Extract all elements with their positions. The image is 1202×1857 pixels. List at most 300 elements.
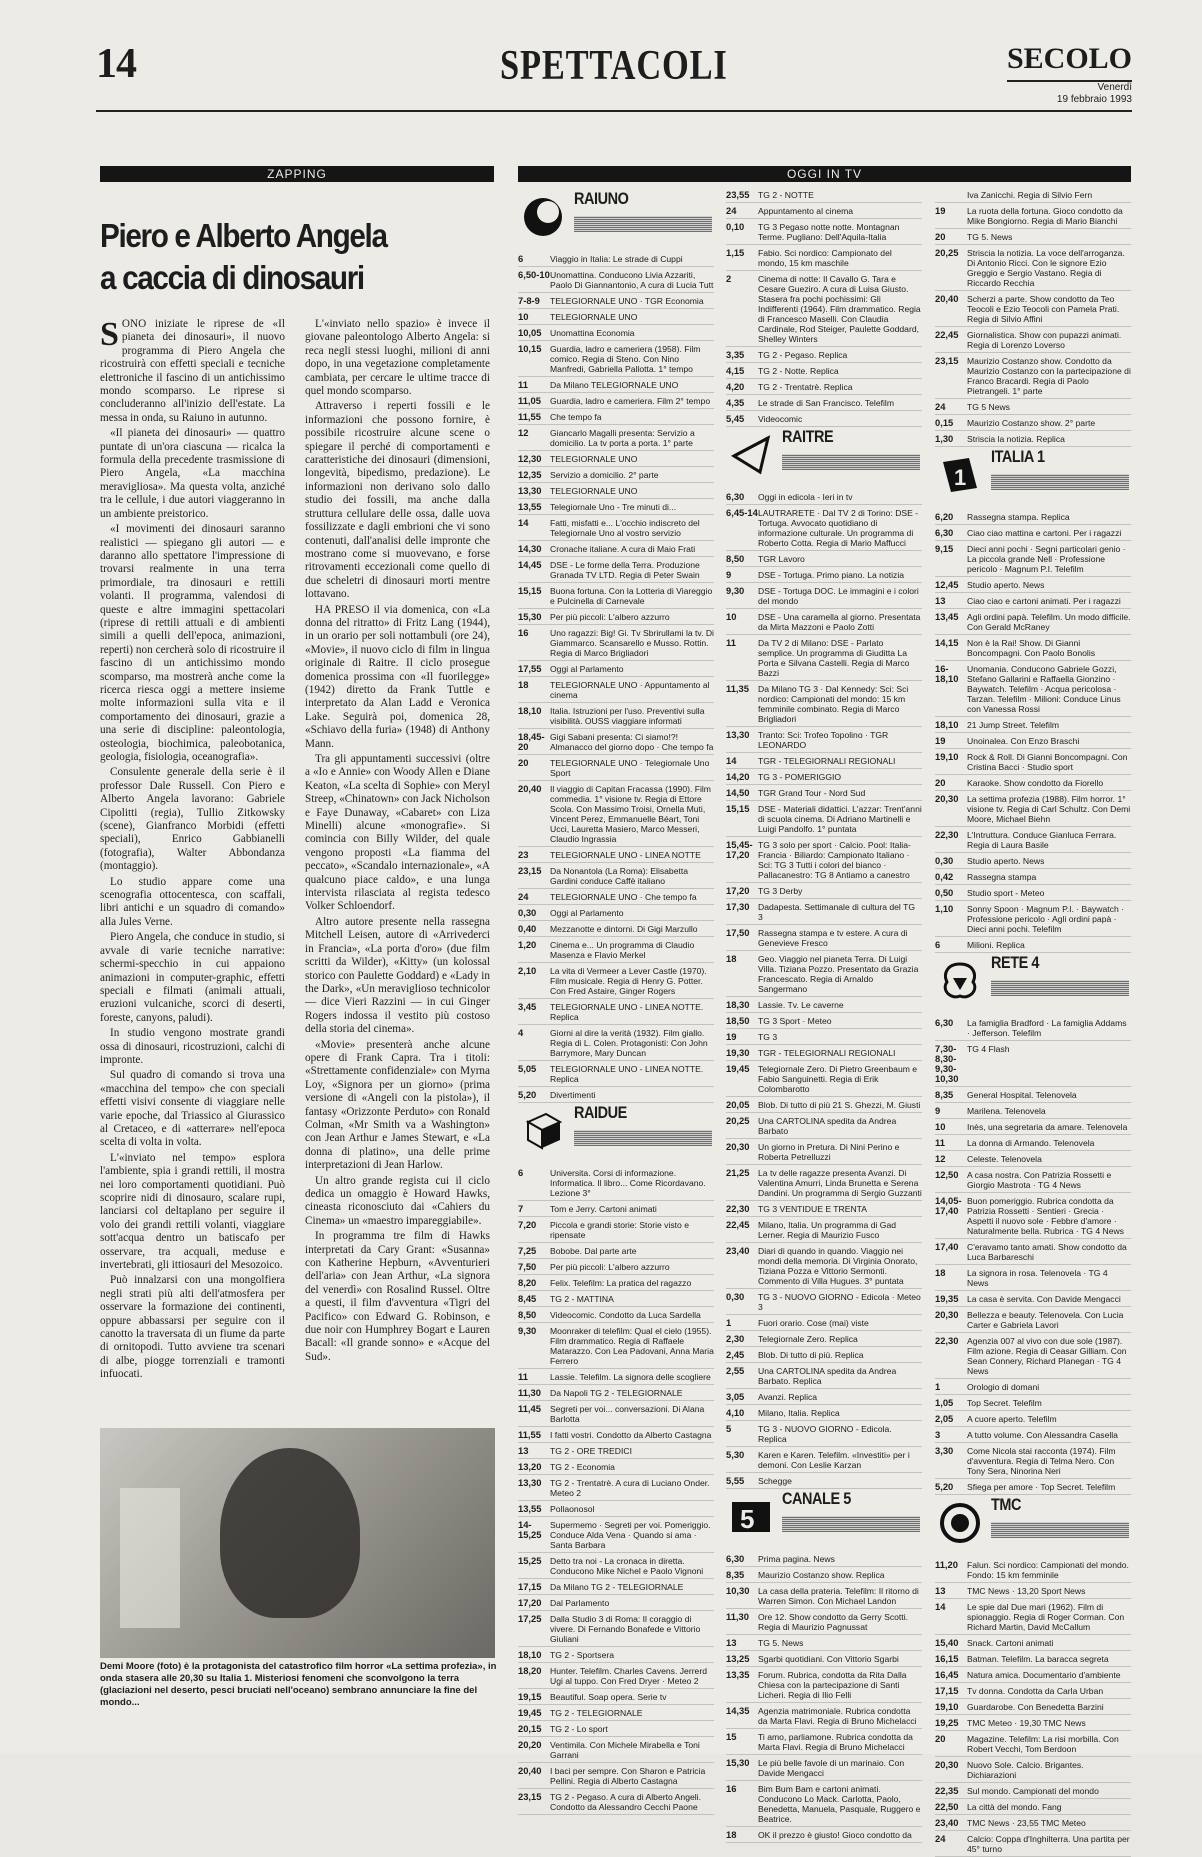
program-description: Celeste. Telenovela	[967, 1154, 1042, 1164]
program-description: Oggi al Parlamento	[550, 908, 624, 918]
program-description: TELEGIORNALE UNO - LINEA NOTTE. Replica	[550, 1002, 704, 1022]
program-description: Maurizio Costanzo show. Condotto da Maurizio Costanzo con la partecipazione di Franco Bracardi. Regia di Paolo Pietrangeli. 1° parte	[967, 356, 1131, 396]
program-time: 19,25	[935, 1717, 959, 1728]
program-entry	[726, 350, 922, 363]
program-entry	[935, 856, 1131, 869]
program-time: 18	[518, 679, 529, 690]
program-description: Tranto: Sci: Trofeo Topolino · TGR LEONARDO	[758, 730, 889, 750]
channel-header	[935, 953, 1131, 1012]
demi-moore-photo	[100, 1428, 495, 1658]
program-entry	[935, 794, 1131, 827]
program-description: La ruota della fortuna. Gioco condotto da Mike Bongiorno. Regia di Mario Bianchi	[967, 206, 1123, 226]
program-entry	[726, 1366, 922, 1389]
program-time: 1,05	[935, 1397, 954, 1408]
program-description: Milioni. Replica	[967, 940, 1025, 950]
program-description: DSE - Tortuga DOC. Le immagini e i colori del mondo	[758, 586, 919, 606]
program-time: 22,35	[935, 1785, 959, 1796]
program-time: 20,25	[726, 1115, 750, 1126]
program-time: 13,55	[518, 501, 542, 512]
channel-name: ITALIA 1	[991, 447, 1045, 466]
program-time: 6	[518, 253, 524, 264]
program-time: 0,30	[935, 855, 954, 866]
program-entry	[935, 596, 1131, 609]
program-entry	[935, 544, 1131, 577]
masthead-rule	[96, 110, 1132, 112]
article-paragraph: In studio vengono mostrate grandi ossa di dinosauri, ricostruzioni, calchi di impronte.	[100, 1027, 285, 1066]
program-description: TG 2 - Pegaso. Replica	[758, 350, 848, 360]
program-entry	[935, 434, 1131, 447]
program-entry	[726, 1570, 922, 1583]
program-description: Maurizio Costanzo show. Replica	[758, 1570, 885, 1580]
program-entry	[518, 1650, 714, 1663]
program-time: 3,05	[726, 1391, 745, 1402]
program-description: TMC News · 13,20 Sport News	[967, 1586, 1086, 1596]
program-description: Karaoke. Show condotto da Fiorello	[967, 778, 1104, 788]
program-time: 11	[726, 637, 736, 648]
tmc-logo-icon	[939, 1502, 981, 1544]
program-entry	[726, 1350, 922, 1363]
program-entry	[935, 402, 1131, 415]
article-headline	[100, 215, 460, 299]
program-time: 2,45	[726, 1349, 745, 1360]
program-entry	[518, 892, 714, 905]
program-time: 19,45	[518, 1707, 542, 1718]
program-entry	[518, 1520, 714, 1553]
program-entry	[726, 398, 922, 411]
program-time: 23,40	[726, 1245, 750, 1256]
program-entry	[935, 356, 1131, 399]
program-description: TG 2 - Lo sport	[550, 1724, 608, 1734]
program-entry	[726, 1830, 922, 1843]
program-description: TG 2 - Trentatrè. A cura di Luciano Onder. Meteo 2	[550, 1478, 710, 1498]
program-time: 6	[935, 939, 941, 950]
program-description: Bim Bum Bam e cartoni animati. Conducono Lo Mack. Carlotta, Paolo, Benedetta, Manuela, Pasquale, Ruggero e Beatrice.	[758, 1784, 921, 1824]
program-description: TG 2 - Notte. Replica	[758, 366, 839, 376]
program-entry	[518, 454, 714, 467]
program-time: 20,40	[518, 1765, 542, 1776]
article-paragraph: L'«inviato nello spazio» è invece il giovane paleontologo Alberto Angela: si reca negli stessi luoghi, milioni di anni dopo, in una vegetazione completamente cambiata, per cercare le ultime tracce di quel mondo scomparso.	[305, 318, 490, 398]
article-paragraph: Lo studio appare come una scenografia ottocentesca, con scaffali, libri antichi e un squadro di comando» alla Jules Verne.	[100, 875, 285, 928]
program-description: Telegiornale Uno - Tre minuti di...	[550, 502, 677, 512]
program-entry	[518, 1204, 714, 1217]
program-description: TELEGIORNALE UNO	[550, 454, 638, 464]
program-description: C'eravamo tanto amati. Show condotto da Luca Barbareschi	[967, 1242, 1127, 1262]
program-time: 6,30	[935, 527, 954, 538]
program-entry	[935, 830, 1131, 853]
program-time: 14,05-17,40	[935, 1195, 962, 1216]
program-description: Da Nonantola (La Roma): Elisabetta Gardini conduce Caffè italiano	[550, 866, 689, 886]
program-entry	[935, 294, 1131, 327]
program-description: Inès, una segretaria da amare. Telenovela	[967, 1122, 1128, 1132]
program-entry	[935, 232, 1131, 245]
program-description: TG 2 - MATTINA	[550, 1294, 614, 1304]
program-description: TG 4 Flash	[967, 1044, 1010, 1054]
tv-column-2	[726, 189, 922, 1840]
program-time: 11,20	[935, 1559, 958, 1570]
channel-header	[518, 189, 714, 248]
program-description: I baci per sempre. Con Sharon e Patricia Pellini. Regia di Alberto Castagna	[550, 1766, 706, 1786]
program-time: 8,20	[518, 1277, 537, 1288]
program-time: 3,35	[726, 349, 745, 360]
program-entry	[518, 1666, 714, 1689]
program-time: 19,15	[518, 1691, 542, 1702]
program-description: La famiglia Bradford · La famiglia Addams · Jefferson. Telefilm	[967, 1018, 1127, 1038]
program-entry	[726, 414, 922, 427]
paragraph-text: ONO iniziate le riprese de «Il pianeta dei dinosauri», il nuovo programma di Piero Angela che ricostruirà con effetti speciali e tecniche elettroniche il fascino di un antichissimo mondo scomparso. Le riprese si concluderanno all'inizio dell'estate. La messa in onda, su Raiuno in autunno.	[100, 318, 285, 424]
program-description: Rock & Roll. Di Gianni Boncompagni. Con Cristina Bacci · Studio sport	[967, 752, 1128, 772]
program-entry	[935, 1834, 1131, 1857]
program-entry	[518, 312, 714, 325]
program-description: Marilena. Telenovela	[967, 1106, 1046, 1116]
program-description: TG 3 - NUOVO GIORNO - Edicola. Replica	[758, 1424, 892, 1444]
program-time: 17,50	[726, 927, 750, 938]
program-description: TG 5. News	[758, 1638, 804, 1648]
masthead	[0, 0, 1202, 110]
program-time: 16,45	[935, 1669, 959, 1680]
program-time: 20	[518, 757, 529, 768]
program-entry	[726, 1334, 922, 1347]
program-time: 7,30-8,30-9,30-10,30	[935, 1043, 959, 1084]
section-title: SPETTACOLI	[500, 43, 728, 89]
program-entry	[935, 1138, 1131, 1151]
program-time: 12	[935, 1153, 946, 1164]
program-entry	[935, 1654, 1131, 1667]
program-time: 5,45	[726, 413, 745, 424]
program-time: 13,30	[518, 1477, 542, 1488]
program-description: Una CARTOLINA spedita da Andrea Barbato	[758, 1116, 897, 1136]
article-paragraph	[100, 318, 285, 425]
program-description: Appuntamento al cinema	[758, 206, 854, 216]
program-description: Guardia, ladro e cameriera (1958). Film comico. Regia di Steno. Con Nino Manfredi, Gabriella Pallotta. 1° tempo	[550, 344, 701, 374]
program-entry	[518, 1220, 714, 1243]
program-entry	[726, 612, 922, 635]
program-description: Ti amo, parliamone. Rubrica condotta da Marta Flavi. Regia di Bruno Michelacci	[758, 1732, 913, 1752]
raiuno-logo-icon	[522, 196, 564, 238]
channel-name: TMC	[991, 1495, 1022, 1514]
program-entry	[935, 1760, 1131, 1783]
program-description: Da Napoli TG 2 - TELEGIORNALE	[550, 1388, 683, 1398]
program-entry	[726, 248, 922, 271]
article-paragraph: Sul quadro di comando si trova una «macchina del tempo» che con speciali effetti visivi consente di viaggiare nelle varie epoche, dal Triassico al Giurassico al Cretaceo, e di «atterrare» nell'epoca scelta di volta in volta.	[100, 1069, 285, 1149]
program-time: 23,40	[935, 1817, 959, 1828]
program-time: 18	[726, 1829, 737, 1840]
program-description: Buona fortuna. Con la Lotteria di Viareggio e Pulcinella di Carnevale	[550, 586, 713, 606]
program-description: Oggi al Parlamento	[550, 664, 624, 674]
program-time: 22,45	[935, 329, 959, 340]
program-description: TELEGIORNALE UNO - LINEA NOTTE. Replica	[550, 1064, 704, 1084]
program-entry	[518, 966, 714, 999]
program-description: Fabio. Sci nordico: Campionato del mondo, 15 km maschile	[758, 248, 892, 268]
program-time: 0,15	[935, 417, 954, 428]
program-description: Una CARTOLINA spedita da Andrea Barbato. Replica	[758, 1366, 897, 1386]
program-time: 15,45-17,20	[726, 839, 753, 860]
program-entry	[935, 1398, 1131, 1411]
program-entry	[518, 1028, 714, 1061]
program-entry	[935, 1106, 1131, 1119]
program-time: 6,30	[726, 491, 745, 502]
channel-stripe	[574, 216, 712, 232]
program-time: 15,15	[726, 803, 750, 814]
svg-text:5: 5	[740, 1504, 755, 1534]
program-description: Milano, Italia. Un programma di Gad Lerner. Regia di Maurizio Fusco	[758, 1220, 897, 1240]
program-time: 18,10	[518, 705, 542, 716]
program-time: 10,05	[518, 327, 542, 338]
program-entry	[726, 570, 922, 583]
program-time: 6,30	[726, 1553, 745, 1564]
program-entry	[726, 1732, 922, 1755]
article-paragraph: «Movie» presenterà anche alcune opere di Frank Capra. Tra i titoli: «Strettamente confidenziale» con Myrna Loy, «Signora per un giorno» (prima versione di «Angeli con la pistola»), il fantasy «Orizzonte Perduto» con Ronald Colman, «Mr Smith va a Washington» con Jean Arthur e James Stewart, e «La donna di platino», una delle prime interpretazioni di Jean Harlow.	[305, 1038, 490, 1172]
program-time: 19	[935, 205, 946, 216]
program-description: Fuori orario. Cose (mai) viste	[758, 1318, 869, 1328]
program-description: Sul mondo. Campionati del mondo	[967, 1786, 1099, 1796]
program-time: 23,15	[518, 1791, 542, 1802]
rete4-logo-icon	[939, 960, 981, 1002]
program-time: 13,25	[726, 1653, 750, 1664]
program-time: 13	[726, 1637, 737, 1648]
program-time: 20,30	[726, 1141, 750, 1152]
program-entry	[518, 1556, 714, 1579]
program-time: 2,30	[726, 1333, 745, 1344]
program-entry	[935, 1818, 1131, 1831]
program-entry	[518, 470, 714, 483]
program-entry	[518, 1598, 714, 1611]
tv-listings-grid	[518, 189, 1131, 1854]
program-description: TG 3 Derby	[758, 886, 803, 896]
program-description: Unoinalea. Con Enzo Braschi	[967, 736, 1080, 746]
channel-header	[518, 1103, 714, 1162]
program-entry	[935, 1686, 1131, 1699]
program-time: 1,20	[518, 939, 537, 950]
headline-line-2: a caccia di dinosauri	[100, 259, 364, 296]
channel-stripe	[782, 1516, 920, 1532]
program-time: 0,40	[518, 923, 537, 934]
program-description: Diari di quando in quando. Viaggio nei mondi della memoria. Di Virginia Onorato, Tiziana Pozza e Vittorio Sermonti. Commento di Villa Hugues. 3° puntata	[758, 1246, 918, 1286]
channel-stripe	[991, 1522, 1129, 1538]
article-paragraph: Un altro grande regista cui il ciclo dedica un omaggio è Howard Hawks, cineasta riconosciuto dai «Cahiers du Cinema» un «maestro impareggiabile».	[305, 1174, 490, 1227]
article-paragraph: «Il pianeta dei dinosauri» — quattro puntate di un'ora ciascuna — ricalca la formula della precedente trasmissione di Piero Angela, «La macchina meravigliosa». Ma questa volta, anziché tra le cellule, i due autori viaggeranno in un ambiente preistorico.	[100, 427, 285, 520]
program-entry	[726, 492, 922, 505]
program-entry	[726, 1476, 922, 1489]
program-description: Hunter. Telefilm. Charles Cavens. Jerrerd Ugi al tuppo. Con Fred Dryer · Meteo 2	[550, 1666, 707, 1686]
channel-stripe	[991, 980, 1129, 996]
program-entry	[518, 1310, 714, 1323]
program-entry	[518, 664, 714, 677]
program-time: 4,20	[726, 381, 745, 392]
program-entry	[726, 788, 922, 801]
program-time: 6,45-14	[726, 507, 758, 518]
program-time: 8,35	[935, 1089, 954, 1100]
program-time: 13,55	[518, 1503, 542, 1514]
program-description: TG 3 - POMERIGGIO	[758, 772, 842, 782]
program-entry	[935, 1602, 1131, 1635]
program-entry	[935, 1044, 1131, 1087]
program-time: 17,55	[518, 663, 542, 674]
program-description: TELEGIORNALE UNO	[550, 486, 638, 496]
program-time: 16,15	[935, 1653, 959, 1664]
program-entry	[726, 586, 922, 609]
program-time: 20,15	[518, 1723, 542, 1734]
program-time: 13,20	[518, 1461, 542, 1472]
program-time: 15,30	[518, 611, 542, 622]
program-entry	[518, 1614, 714, 1647]
program-description: TG 3 Pegaso notte notte. Montagnan Terme. Pugliano: Dell'Aquila-Italia	[758, 222, 900, 242]
program-time: 1	[726, 1317, 732, 1328]
program-entry	[518, 1246, 714, 1259]
program-entry	[518, 1278, 714, 1291]
program-description: Divertimenti	[550, 1090, 596, 1100]
program-entry	[935, 736, 1131, 749]
program-description: Unomania. Conducono Gabriele Gozzi, Stefano Gallarini e Raffaella Gionzino · Baywatch. Telefilm · Acqua pericolosa · Tarzan. Telefilm · Milioni: Conduce Linus con Vanessa Rossi	[967, 664, 1121, 714]
program-entry	[726, 382, 922, 395]
program-entry	[518, 1262, 714, 1275]
program-description: Le più belle favole di un marinaio. Con Davide Mengacci	[758, 1758, 905, 1778]
program-time: 11,05	[518, 395, 541, 406]
program-time: 11	[935, 1137, 945, 1148]
program-entry	[726, 954, 922, 997]
article-paragraph: Può innalzarsi con una mongolfiera negli strati più alti dell'atmosfera per osservare la formazione dei continenti, oppure abbassarsi per seguire con il canotto la traversata di un fiume da parte di ornitopodi. Tutto avviene tra scenari di albe, piogge torrenziali e tramonti infuocati.	[100, 1274, 285, 1381]
program-description: La casa della prateria. Telefilm: Il ritorno di Warren Simon. Con Michael Landon	[758, 1586, 919, 1606]
program-time: 3,45	[518, 1001, 537, 1012]
program-time: 8,45	[518, 1293, 537, 1304]
program-time: 19	[726, 1031, 737, 1042]
program-entry	[518, 328, 714, 341]
program-description: Piccola e grandi storie: Storie visto e ripensate	[550, 1220, 689, 1240]
program-time: 17,30	[726, 901, 750, 912]
program-description: Geo. Viaggio nel pianeta Terra. Di Luigi Villa. Tiziana Pozzo. Presentato da Grazia Francescato. Regia di Arnaldo Sangermano	[758, 954, 919, 994]
program-time: 11,35	[726, 683, 749, 694]
program-description: Viaggio in Italia: Le strade di Cuppi	[550, 254, 683, 264]
program-description: Agenzia matrimoniale. Rubrica condotta da Marta Flavi. Regia di Bruno Michelacci	[758, 1706, 917, 1726]
program-entry	[935, 1414, 1131, 1427]
program-time: 9	[726, 569, 732, 580]
program-entry	[518, 544, 714, 557]
program-description: Giancarlo Magalli presenta: Servizio a domicilio. La tv porta a porta. 1° parte	[550, 428, 695, 448]
article-paragraph: Altro autore presente nella rassegna Mitchell Leisen, autore di «Arrivederci in Francia», «La porta d'oro» (due film scritti da Wilder), «Kitty» (un kolossal storico con Paulette Goddard) e «Lady in the Dark», «Un meraviglioso technicolor — dice Vieri Razzini — in cui Ginger Rogers indossa il vestito più costoso della storia del cinema».	[305, 915, 490, 1036]
program-time: 6,50-10	[518, 269, 550, 280]
program-description: Come Nicola stai racconta (1974). Film d'avventura. Regia di Telma Nero. Con Tony Sera, Ninorina Neri	[967, 1446, 1116, 1476]
article-column-1	[100, 318, 285, 1384]
program-time: 22,45	[726, 1219, 750, 1230]
program-description: TG 2 - ORE TREDICI	[550, 1446, 632, 1456]
program-entry	[935, 1018, 1131, 1041]
headline-line-1: Piero e Alberto Angela	[100, 217, 387, 254]
program-time: 7,25	[518, 1245, 537, 1256]
program-entry	[935, 888, 1131, 901]
program-description: La signora in rosa. Telenovela · TG 4 News	[967, 1268, 1108, 1288]
channel-header	[935, 1495, 1131, 1554]
program-entry	[935, 752, 1131, 775]
program-time: 18,45-20	[518, 731, 545, 752]
program-description: Non è la Rai! Show. Di Gianni Boncompagni. Con Paolo Bonolis	[967, 638, 1096, 658]
svg-text:1: 1	[954, 465, 967, 490]
program-entry	[726, 1048, 922, 1061]
program-time: 15,25	[518, 1555, 542, 1566]
program-description: Iva Zanicchi. Regia di Silvio Fern	[967, 190, 1093, 200]
program-time: 12,30	[518, 453, 542, 464]
program-entry	[518, 1090, 714, 1103]
program-description: La casa è servita. Con Davide Mengacci	[967, 1294, 1121, 1304]
oggi-in-tv-bar: OGGI IN TV	[518, 166, 1131, 182]
channel-name: RAITRE	[782, 427, 834, 446]
raidue-logo-icon	[522, 1110, 564, 1152]
program-entry	[518, 850, 714, 863]
program-description: L'Intruttura. Conduce Gianluca Ferrara. Regia di Laura Basile	[967, 830, 1117, 850]
program-entry	[726, 756, 922, 769]
program-description: Avanzi. Replica	[758, 1392, 818, 1402]
program-description: Tv donna. Condotta da Carla Urban	[967, 1686, 1104, 1696]
program-description: Unomattina Economia	[550, 328, 635, 338]
program-time: 13	[518, 1445, 529, 1456]
program-entry	[518, 1724, 714, 1737]
program-entry	[726, 1100, 922, 1113]
program-description: TGR - TELEGIORNALI REGIONALI	[758, 756, 896, 766]
program-entry	[726, 772, 922, 785]
channel-name: RAIUNO	[574, 189, 629, 208]
program-entry	[726, 1784, 922, 1827]
program-description: Falun. Sci nordico: Campionati del mondo. Fondo: 15 km femminile	[967, 1560, 1129, 1580]
canale5-logo-icon	[730, 1496, 772, 1538]
photo-caption: Demi Moore (foto) è la protagonista del catastrofico film horror «La settima profezia», in onda stasera alle 20,30 su Italia 1. Misteriosi fenomeni che sconvolgono la terra (glaciazioni nel deserto, pesci bruciati nell'oceano) sembrano annunciare la fine del mondo...	[100, 1661, 497, 1708]
program-description: Mezzanotte e dintorni. Di Gigi Marzullo	[550, 924, 698, 934]
program-entry	[726, 1246, 922, 1289]
program-description: Oggi in edicola - Ieri in tv	[758, 492, 853, 502]
program-description: TELEGIORNALE UNO · TGR Economia	[550, 296, 704, 306]
program-time: 5,55	[726, 1475, 745, 1486]
channel-name: RETE 4	[991, 953, 1040, 972]
program-entry	[518, 380, 714, 393]
program-time: 19,30	[726, 1047, 750, 1058]
program-entry	[935, 1268, 1131, 1291]
program-time: 11,55	[518, 411, 541, 422]
program-description: Gigi Sabani presenta: Ci siamo!?! Almanacco del giorno dopo · Che tempo fa	[550, 732, 714, 752]
program-description: TELEGIORNALE UNO · Telegiornale Uno Sport	[550, 758, 710, 778]
program-description: Cinema di notte: Il Cavallo G. Tara e Cesare Gueziro. A cura di Luisa Giusto. Stasera fra pochi pochissimi: Gli Indifferenti (1964). Film drammatico. Regia di Francesco Maselli. Con Claudia Cardinale, Rod Steiger, Paulette Goddard, Shelley Winters	[758, 274, 921, 344]
program-time: 13	[935, 595, 946, 606]
program-time: 7	[518, 1203, 524, 1214]
program-time: 23,15	[518, 865, 542, 876]
program-entry	[726, 1450, 922, 1473]
article-paragraph: Attraverso i reperti fossili e le informazioni che possono fornire, è possibile ricostruire alcune scene o spiegare il perché di comportamenti e caratteristiche dei dinosauri (dimensioni, longevità, bipedismo, predazione). Le informazioni non derivano solo dallo studio dei fossili, ma anche dalla struttura cellulare delle ossa, dalle uova fossilizzate e dagli embrioni che vi sono contenuti, dall'analisi delle impronte che mostrano come si muovevano, e forse ritrovamenti eccezionali come quello di due scheletri di dinosauri morti mentre lottavano.	[305, 400, 490, 601]
program-description: Striscia la notizia. Replica	[967, 434, 1065, 444]
program-description: La città del mondo. Fang	[967, 1802, 1062, 1812]
program-entry	[518, 396, 714, 409]
program-time: 2,10	[518, 965, 537, 976]
program-entry	[518, 1326, 714, 1369]
program-entry	[726, 840, 922, 883]
program-time: 22,30	[935, 829, 959, 840]
program-entry	[518, 560, 714, 583]
program-time: 1	[935, 1381, 941, 1392]
program-entry	[518, 344, 714, 377]
program-entry	[726, 222, 922, 245]
program-time: 14	[726, 755, 737, 766]
program-description: Segreti per voi... conversazioni. Di Alana Barlotta	[550, 1404, 705, 1424]
program-time: 12,35	[518, 469, 542, 480]
program-description: Nuovo Sole. Calcio. Brigantes. Dichiarazioni	[967, 1760, 1084, 1780]
program-description: TG 3 - NUOVO GIORNO - Edicola · Meteo 3	[758, 1292, 921, 1312]
program-time: 12,50	[935, 1169, 959, 1180]
program-description: OK il prezzo è giusto! Gioco condotto da	[758, 1830, 912, 1840]
program-entry	[935, 1638, 1131, 1651]
program-time	[935, 190, 967, 200]
program-time: 14,20	[726, 771, 750, 782]
program-entry	[935, 778, 1131, 791]
program-time: 9,15	[935, 543, 954, 554]
program-time: 20,40	[935, 293, 959, 304]
program-description: Sgarbi quotidiani. Con Vittorio Sgarbi	[758, 1654, 899, 1664]
program-description: TG 2 - Economia	[550, 1462, 615, 1472]
page-number: 14	[96, 41, 136, 87]
